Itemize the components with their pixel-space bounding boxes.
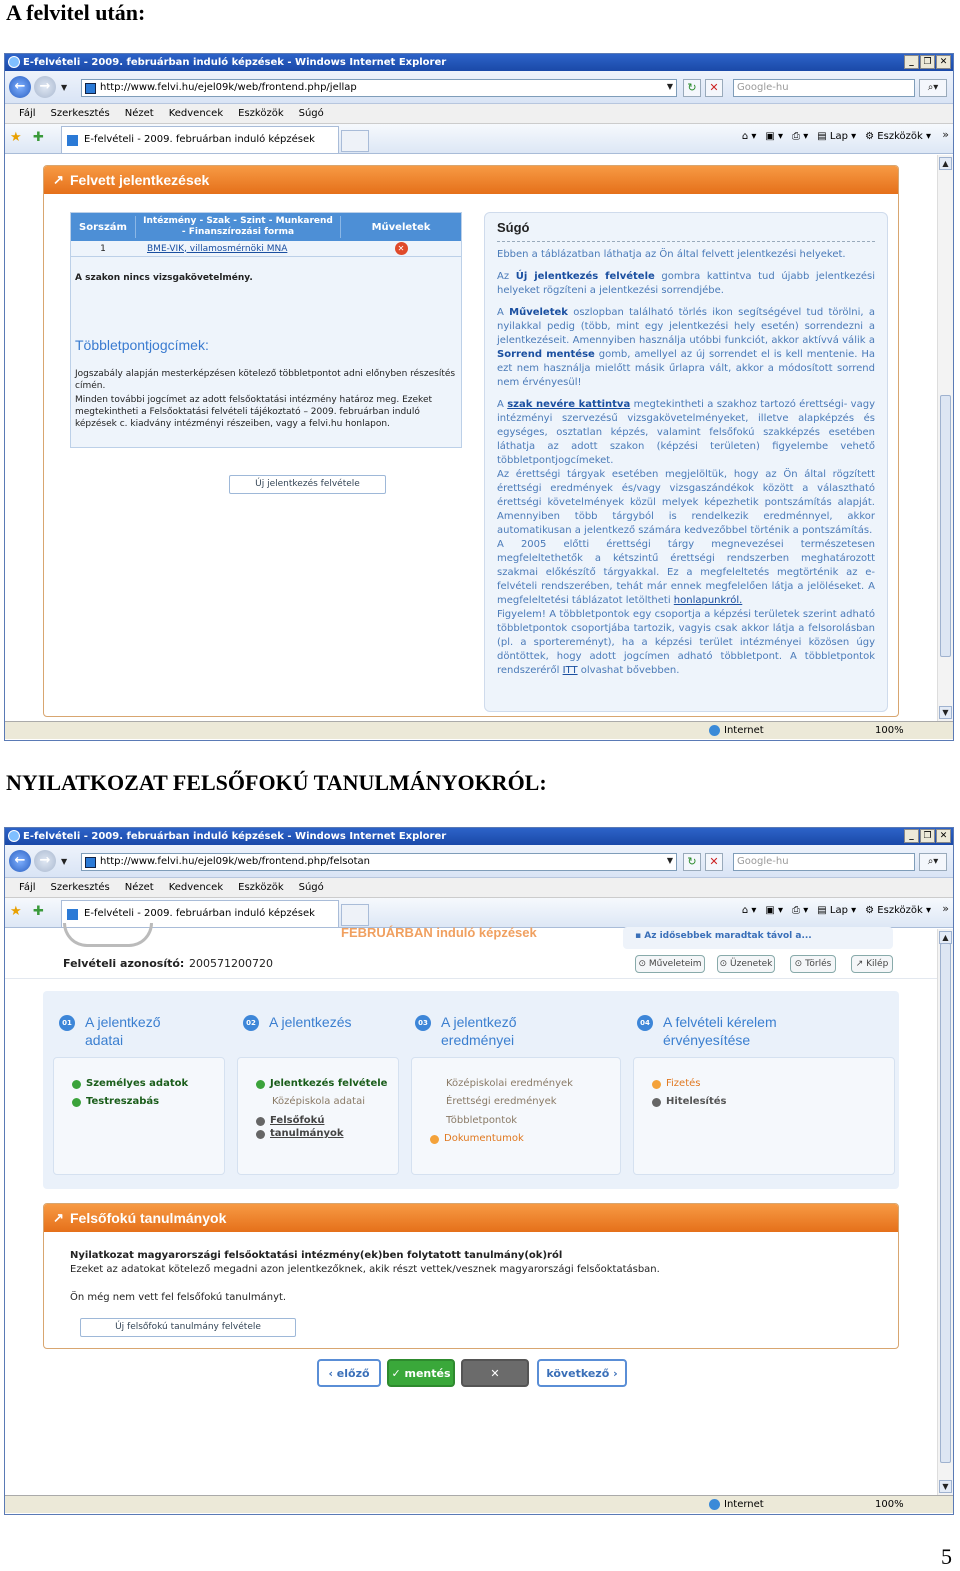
stop-icon[interactable]: ✕ <box>705 79 723 97</box>
new-study-button[interactable]: Új felsőfokú tanulmány felvétele <box>80 1318 296 1337</box>
home-icon[interactable]: ⌂ ▾ <box>741 905 757 916</box>
new-tab-button[interactable] <box>341 904 369 926</box>
step-1-title <box>85 1013 161 1049</box>
step-item-new-application[interactable]: Jelentkezés felvétele <box>256 1078 387 1090</box>
page-heading-first: A felvitel után: <box>6 0 146 25</box>
row-program-link[interactable]: BME-VIK, villamosmérnöki MNA <box>147 243 288 254</box>
tools-menu[interactable]: ⚙ Eszközök ▾ <box>865 905 931 916</box>
window-title: E-felvételi - 2009. februárban induló képzések - Windows Internet Explorer <box>23 831 447 842</box>
felvett-panel <box>43 165 899 717</box>
col-intezmeny: Intézmény - Szak - Szint - Munkarend - Finanszírozási forma <box>135 216 341 238</box>
status-zoom[interactable]: 100% <box>875 725 904 736</box>
favorites-star-icon[interactable]: ★ <box>10 130 22 145</box>
messages-button[interactable]: ⊙ Üzenetek <box>717 955 775 973</box>
address-bar <box>5 71 953 104</box>
step-1-title-line2: adatai <box>85 1032 124 1048</box>
step-item-hs-results[interactable]: Középiskolai eredmények <box>446 1078 573 1089</box>
help-p6-a: A 2005 előtti érettségi tárgy megnevezései természetesen megfeleltethetők a kétszintű érettségi rendszerben meghatározott szakmai előkészítő tárgyakkal. Ez a megfeleltetés megtörténik az e-felvételi rendszerében, tehát már ennek megfelelően látja a jelöléseket. A megfeleltetési táblázatot letöltheti <box>497 539 875 606</box>
help-p3-e: gomb, amellyel az új sorrendet el is kell mentenie. Ha ezt nem használja mielőtt másik űrlapra vált, akkor a módosított sorrend nem érvényesül! <box>497 349 875 388</box>
step-item-highschool-data[interactable]: Középiskola adatai <box>272 1096 365 1107</box>
table-row <box>71 241 461 257</box>
help-p7-a: Figyelem! A többletpontok egy csoportja a képzési területek szerint adható többletpontok csoportjába tartozik, vagyis csak akkor látja a felsorolásban (pl. a sportereményt), ha a képzési terület intézményei közösen úgy döntöttek, hogy adott jogcímen adható többletpont. A többletpontok rendszeréről <box>497 609 875 676</box>
logout-button[interactable]: ↗ Kilép <box>851 955 893 973</box>
tab-favicon-icon <box>67 909 78 920</box>
panel-title: ↗ Felsőfokú tanulmányok <box>44 1204 898 1232</box>
step-item-documents[interactable]: Dokumentumok <box>430 1133 524 1145</box>
scroll-down-icon[interactable]: ▼ <box>939 706 952 719</box>
page-heading-second: NYILATKOZAT FELSŐFOKÚ TANULMÁNYOKRÓL: <box>6 770 547 795</box>
search-icon[interactable]: ⌕▾ <box>919 853 947 871</box>
menu-file[interactable]: Fájl <box>19 108 36 119</box>
menu-favorites[interactable]: Kedvencek <box>168 108 224 119</box>
step-item-matura-results[interactable]: Érettségi eredmények <box>446 1096 557 1107</box>
feeds-icon[interactable]: ▣ ▾ <box>765 905 784 916</box>
row-actions <box>341 242 461 255</box>
menu-tools[interactable]: Eszközök <box>238 882 284 893</box>
step-3-title-line1: A jelentkező <box>441 1014 517 1030</box>
vertical-scrollbar[interactable] <box>937 929 953 1495</box>
step-item-higher-studies-2[interactable]: tanulmányok <box>256 1128 344 1140</box>
feeds-icon[interactable]: ▣ ▾ <box>765 131 784 142</box>
step-2-box <box>237 1057 399 1175</box>
my-actions-label: Műveleteim <box>648 959 702 969</box>
search-input[interactable]: Google-hu <box>733 79 915 97</box>
step-item-personal-data[interactable]: Személyes adatok <box>72 1078 188 1090</box>
step-item-authentication[interactable]: Hitelesítés <box>652 1096 726 1108</box>
tab-title: E-felvételi - 2009. februárban induló képzések <box>84 908 315 919</box>
banner-text: FEBRUÁRBAN induló képzések <box>341 925 537 940</box>
url-dropdown-icon[interactable]: ▼ <box>666 856 674 865</box>
cancel-button[interactable]: ✕ mégsem <box>461 1359 529 1387</box>
forward-icon[interactable]: → <box>34 850 56 872</box>
help-p7-c: olvashat bővebben. <box>577 665 680 676</box>
no-exam-req-text: A szakon nincs vizsgakövetelmény. <box>75 273 253 283</box>
add-favorite-icon[interactable]: ✚ <box>33 130 44 145</box>
tab-title: E-felvételi - 2009. februárban induló képzések <box>84 134 315 145</box>
home-icon[interactable]: ⌂ ▾ <box>741 131 757 142</box>
help-p4-a: A <box>497 399 508 410</box>
menu-edit[interactable]: Szerkesztés <box>50 108 110 119</box>
refresh-icon[interactable]: ↻ <box>683 853 701 871</box>
vertical-scrollbar[interactable] <box>937 155 953 721</box>
page-number: 5 <box>941 1544 952 1569</box>
step-item-customize[interactable]: Testreszabás <box>72 1096 159 1108</box>
tools-menu-label: Eszközök <box>877 905 923 916</box>
favicon-icon <box>85 857 96 868</box>
status-zone: Internet <box>708 722 764 739</box>
scroll-up-icon[interactable]: ▲ <box>939 157 952 170</box>
status-bar <box>5 1495 953 1513</box>
chevron-more-icon[interactable]: » <box>942 902 949 915</box>
favorites-star-icon[interactable]: ★ <box>10 904 22 919</box>
tab-active[interactable] <box>61 126 339 153</box>
help-p1: Ebben a táblázatban láthatja az Ön által felvett jelentkezési helyeket. <box>497 249 846 260</box>
menu-help[interactable]: Súgó <box>298 882 324 893</box>
minimize-icon[interactable]: _ <box>904 55 919 69</box>
title-bar <box>5 54 953 71</box>
step-3-title-line2: eredményei <box>441 1032 515 1048</box>
maximize-icon[interactable]: ❐ <box>920 55 935 69</box>
scroll-thumb[interactable] <box>940 395 951 657</box>
url-text: http://www.felvi.hu/ejel09k/web/frontend.php/jellap <box>100 82 357 93</box>
step-1-title-line1: A jelentkező <box>85 1014 161 1030</box>
site-header <box>5 925 938 979</box>
help-p2-b: Új jelentkezés felvétele <box>515 271 655 282</box>
declaration-text: Ezeket az adatokat kötelező megadni azon jelentkezőknek, akik részt vettek/vesznek magyarországi felsőoktatásban. <box>70 1264 660 1275</box>
search-icon[interactable]: ⌕▾ <box>919 79 947 97</box>
command-bar <box>742 131 931 142</box>
search-input[interactable]: Google-hu <box>733 853 915 871</box>
messages-label: Üzenetek <box>730 959 773 969</box>
help-p4-link[interactable]: szak nevére kattintva <box>507 399 631 410</box>
step-4-title <box>663 1013 777 1049</box>
step-item-extra-points[interactable]: Többletpontok <box>446 1115 518 1126</box>
table-header <box>71 213 461 241</box>
applicant-id: 200571200720 <box>189 957 273 970</box>
history-dropdown-icon[interactable]: ▼ <box>61 83 68 92</box>
page-menu-label: Lap <box>829 131 848 142</box>
help-title: Súgó <box>497 221 875 242</box>
menu-bar <box>5 104 953 124</box>
tab-bar <box>5 124 953 154</box>
tools-menu-label: Eszközök <box>877 131 923 142</box>
help-p2-c: gombra kattintva tud újabb jelentkezési helyeket rögzíteni a jelentkezési sorrendjébe. <box>497 271 876 296</box>
page-menu-label: Lap <box>829 905 848 916</box>
progress-steps <box>43 991 899 1189</box>
menu-edit[interactable]: Szerkesztés <box>50 882 110 893</box>
forward-icon[interactable]: → <box>34 76 56 98</box>
help-p7-link[interactable]: ITT <box>562 665 578 676</box>
back-icon[interactable]: ← <box>9 850 31 872</box>
stop-icon[interactable]: ✕ <box>705 853 723 871</box>
extra-points-title: Többletpontjogcímek: <box>75 337 209 353</box>
step-2-title: A jelentkezés <box>269 1014 352 1030</box>
nav-buttons <box>5 1359 938 1406</box>
help-p6 <box>497 538 875 608</box>
no-studies-text: Ön még nem vett fel felsőfokú tanulmányt. <box>70 1292 287 1303</box>
help-p3-c: oszlopban található törlés ikon segítségével tud törölni, a nyilakkal pedig (több, mint egy jelentkezési hely esetén) sorrendezni a jelentkezéseit. Amennyiben használja utóbbi funkciót, akkor aktívvá válik a <box>497 307 875 346</box>
address-bar <box>5 845 953 878</box>
close-window-icon[interactable]: ✕ <box>936 55 951 69</box>
menu-tools[interactable]: Eszközök <box>238 108 284 119</box>
applicant-id-label: Felvételi azonosító: <box>63 957 185 970</box>
step-3-title <box>441 1013 517 1049</box>
ie-logo-icon <box>8 830 20 842</box>
extra-points-p2: Minden további jogcímet az adott felsőoktatási intézmény határoz meg. Ezeket megtekintheti a Felsőoktatási felvételi tájékoztató – 2009. februárban induló képzések c. kiadvány intézményi részeiben, vagy a felvi.hu honlapon. <box>75 395 433 429</box>
notice-text: Az idősebbek maradtak távol a... <box>644 931 812 941</box>
step-item-higher-studies[interactable]: Felsőfokú <box>256 1115 324 1127</box>
prev-button[interactable]: ‹ előző <box>317 1359 381 1387</box>
title-bar <box>5 828 953 845</box>
step-4-num: 04 <box>637 1015 653 1031</box>
browser-window-2 <box>4 827 954 1515</box>
tab-favicon-icon <box>67 135 78 146</box>
scroll-thumb[interactable] <box>940 943 951 1463</box>
extra-points-p1: Jogszabály alapján mesterképzésen kötelező többletpontot adni előnyben részesítés címén. <box>75 369 456 391</box>
help-p7 <box>497 608 875 678</box>
menu-bar <box>5 878 953 898</box>
help-p4 <box>497 398 875 468</box>
print-icon[interactable]: ⎙ ▾ <box>792 905 809 916</box>
next-button[interactable]: következő › <box>537 1359 627 1387</box>
page-content-1 <box>5 155 938 721</box>
help-box <box>484 212 888 712</box>
new-tab-button[interactable] <box>341 130 369 152</box>
step-4-box <box>633 1057 895 1175</box>
applications-table <box>70 212 462 448</box>
browser-window-1 <box>4 53 954 741</box>
help-p6-link[interactable]: honlapunkról. <box>673 595 743 606</box>
scroll-up-icon[interactable]: ▲ <box>939 931 952 944</box>
page-content-2 <box>5 925 938 1495</box>
step-4-title-line2: érvényesítése <box>663 1032 751 1048</box>
step-4-title-line1: A felvételi kérelem <box>663 1014 777 1030</box>
menu-file[interactable]: Fájl <box>19 882 36 893</box>
panel-title: ↗ Felvett jelentkezések <box>44 166 898 194</box>
step-3-box <box>411 1057 621 1175</box>
page-menu[interactable]: ▤ Lap ▾ <box>817 131 857 142</box>
help-p5: Az érettségi tárgyak esetében megjelöltük, hogy az Ön által rögzített érettségi eredmények és/vagy vizsgaszándékok között a választható érettségi követelmények közül melyek képezhetik pontszámítás alapját. Amennyiben több tárgyból is rendelkezik eredménnyel, akkor automatikusan a jelentkező számára kedvezőbbel történik a pontszámítás. <box>497 469 875 536</box>
help-p2 <box>497 270 875 298</box>
back-icon[interactable]: ← <box>9 76 31 98</box>
my-actions-button[interactable]: ⊙ Műveleteim <box>635 955 705 973</box>
tools-menu[interactable]: ⚙ Eszközök ▾ <box>865 131 931 142</box>
help-p3-b: Műveletek <box>509 307 568 318</box>
help-p3-a: A <box>497 307 510 318</box>
history-dropdown-icon[interactable]: ▼ <box>61 857 68 866</box>
url-dropdown-icon[interactable]: ▼ <box>666 82 674 91</box>
page-menu[interactable]: ▤ Lap ▾ <box>817 905 857 916</box>
declaration-title: Nyilatkozat magyarországi felsőoktatási intézmény(ek)ben folytatott tanulmány(ok)ról <box>70 1250 563 1261</box>
logo-graphic-icon <box>63 923 153 947</box>
window-title: E-felvételi - 2009. februárban induló képzések - Windows Internet Explorer <box>23 57 447 68</box>
status-zone: Internet <box>708 1496 764 1513</box>
step-1-box <box>53 1057 225 1175</box>
step-1-num: 01 <box>59 1015 75 1031</box>
save-button[interactable]: ✓ mentés <box>387 1359 455 1387</box>
command-bar <box>742 905 931 916</box>
close-window-icon[interactable]: ✕ <box>936 829 951 843</box>
step-3-num: 03 <box>415 1015 431 1031</box>
minimize-icon[interactable]: _ <box>904 829 919 843</box>
higher-studies-panel <box>43 1203 899 1349</box>
col-sorszam: Sorszám <box>79 221 127 233</box>
row-num: 1 <box>100 243 106 254</box>
menu-view[interactable]: Nézet <box>124 882 154 893</box>
help-p3 <box>497 306 875 390</box>
print-icon[interactable]: ⎙ ▾ <box>792 131 809 142</box>
delete-button[interactable]: ⊙ Törlés <box>790 955 836 973</box>
help-p4-c: megtekintheti a szakhoz tartozó érettségi- vagy intézményi szervezésű vizsgakövetelményeket, illetve alapképzés és egységes, osztatlan képzés, valamint felsőfokú szakképzés esetében láthatja az adott szakon (képzési területen) figyelembe vehető többletpontjogcímeket. <box>497 399 875 466</box>
favicon-icon <box>85 83 96 94</box>
url-field[interactable] <box>81 79 677 97</box>
maximize-icon[interactable]: ❐ <box>920 829 935 843</box>
col-muveletek: Műveletek <box>371 221 431 233</box>
step-2-num: 02 <box>243 1015 259 1031</box>
logout-label: Kilép <box>866 959 889 969</box>
scroll-down-icon[interactable]: ▼ <box>939 1480 952 1493</box>
status-zoom[interactable]: 100% <box>875 1499 904 1510</box>
add-favorite-icon[interactable]: ✚ <box>33 904 44 919</box>
ie-logo-icon <box>8 56 20 68</box>
menu-favorites[interactable]: Kedvencek <box>168 882 224 893</box>
refresh-icon[interactable]: ↻ <box>683 79 701 97</box>
url-text: http://www.felvi.hu/ejel09k/web/frontend.php/felsotan <box>100 856 370 867</box>
help-p3-d: Sorrend mentése <box>497 349 595 360</box>
menu-help[interactable]: Súgó <box>298 108 324 119</box>
url-field[interactable] <box>81 853 677 871</box>
help-p2-a: Az <box>497 271 516 282</box>
notice-box[interactable]: ▪ Az idősebbek maradtak távol a... <box>623 927 893 949</box>
menu-view[interactable]: Nézet <box>124 108 154 119</box>
status-bar <box>5 721 953 739</box>
delete-label: Törlés <box>805 959 832 969</box>
step-item-payment[interactable]: Fizetés <box>652 1078 701 1090</box>
delete-icon[interactable]: ✕ <box>395 242 408 255</box>
chevron-more-icon[interactable]: » <box>942 128 949 141</box>
new-application-button[interactable]: Új jelentkezés felvétele <box>229 475 386 494</box>
